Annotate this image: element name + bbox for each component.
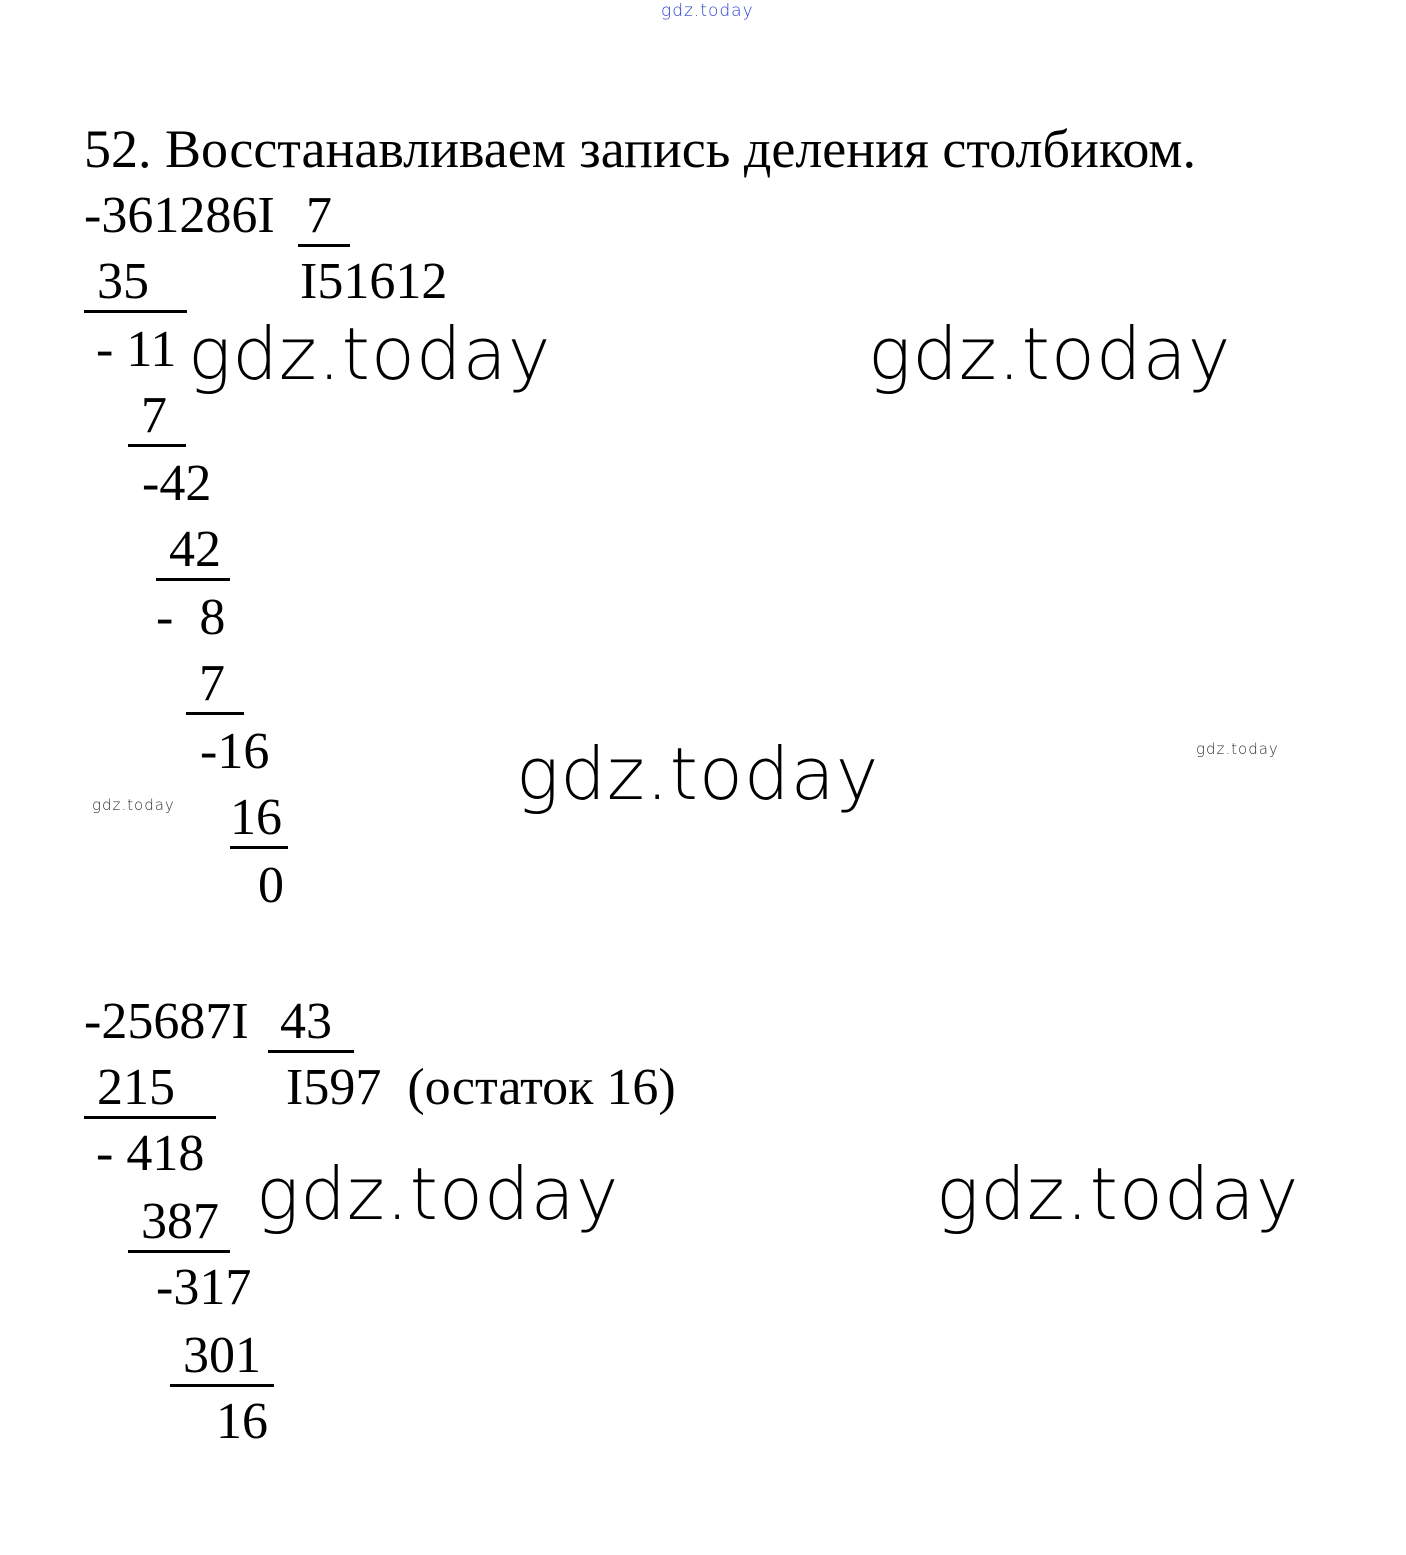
step-minuend: - 11 bbox=[96, 321, 177, 378]
step-subtrahend: 7 bbox=[186, 658, 244, 715]
step-subtrahend: 7 bbox=[128, 390, 186, 447]
quotient: I51612 bbox=[300, 253, 448, 310]
divisor: 7 bbox=[298, 190, 350, 247]
watermark-small: gdz.today bbox=[92, 796, 175, 814]
step-minuend: -16 bbox=[200, 723, 270, 780]
divisor: 43 bbox=[268, 996, 354, 1053]
step-subtrahend: 387 bbox=[128, 1196, 230, 1253]
remainder: 0 bbox=[258, 857, 284, 914]
quotient: I597 (остаток 16) bbox=[286, 1059, 676, 1116]
dividend: -361286I bbox=[84, 187, 275, 244]
watermark: gdz.today bbox=[188, 312, 552, 396]
watermark-small: gdz.today bbox=[1196, 740, 1279, 758]
watermark: gdz.today bbox=[516, 732, 880, 816]
step-subtrahend: 301 bbox=[170, 1330, 274, 1387]
dividend: -25687I bbox=[84, 993, 249, 1050]
page-title: 52. Восстанавливаем запись деления столбиком. bbox=[84, 119, 1196, 179]
step-subtrahend: 16 bbox=[230, 792, 288, 849]
watermark: gdz.today bbox=[936, 1152, 1300, 1236]
step-minuend: -317 bbox=[156, 1259, 252, 1316]
remainder: 16 bbox=[216, 1393, 268, 1450]
step-minuend: - 8 bbox=[156, 589, 226, 646]
subtrahend: 35 bbox=[84, 256, 187, 313]
subtrahend: 215 bbox=[84, 1062, 216, 1119]
step-minuend: - 418 bbox=[96, 1125, 205, 1182]
step-minuend: -42 bbox=[142, 455, 212, 512]
watermark: gdz.today bbox=[868, 312, 1232, 396]
watermark-top: gdz.today bbox=[661, 1, 754, 21]
step-subtrahend: 42 bbox=[156, 524, 230, 581]
watermark: gdz.today bbox=[256, 1152, 620, 1236]
